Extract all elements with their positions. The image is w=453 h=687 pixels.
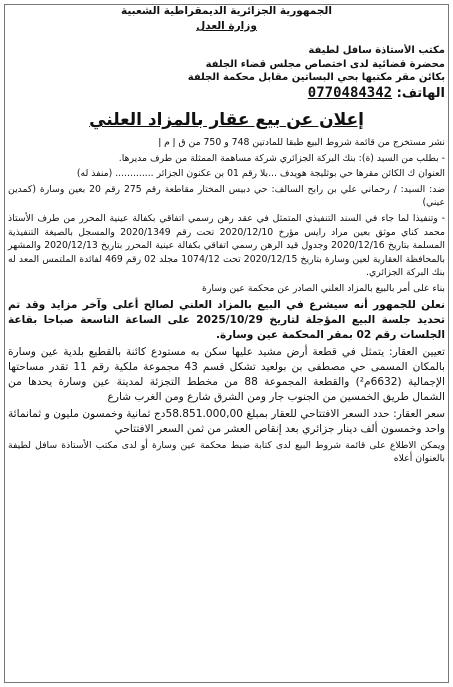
paragraph-address: العنوان ك الكائن مقرها حي بوثليجة هويدف ...بلا رقم 01 بن عكنون الجزائر ............. (منفذ له) bbox=[76, 168, 445, 180]
ministry-header bbox=[8, 4, 445, 34]
paragraph-title-deed: - وتنفيذا لما جاء في السند التنفيذي المتمثل في عقد رهن رسمي اتفاقي بكفالة عينية المحرر من طرف الأستاذ محمد كناي موثق بعين مراد رايس مؤرخ 2020/12/10 تحت رقم 2020/1349 والمسجل بالصيغة التنفيذية المسلمة بتاريخ 2020/12/16 وجدول قيد الرهن رسمي اتفاقي بكفالة عينية المحرر بتاريخ 2020/12/13 والمشهر بالمحافظة العقارية لعين وسارة بتاريخ 2020/12/15 تحت 1074/12 مجلد 02 رقم 469 لفائدة الملتمس المعد له بنك البركة الجزائري. bbox=[8, 212, 445, 279]
paragraph-court-order: بناء على أمر بالبيع بالمزاد العلني الصادر عن محكمة عين وسارة bbox=[202, 282, 445, 294]
paragraph-announcement: نعلن للجمهور أنه سيشرع في البيع بالمزاد العلني لصالح أعلى وآخر مزايد وقد تم تحديد جلسة البيع المؤجلة لتاريخ 2025/10/29 على الساعة التاسعة صباحا بقاعة الجلسات رقم 02 بمقر المحكمة عين وسارة. bbox=[8, 298, 445, 341]
ministry-name: وزارة العدل bbox=[196, 20, 257, 32]
office-line-2: محضرة قضائية لدى اختصاص مجلس قضاء الجلفة bbox=[205, 58, 445, 70]
paragraph-property: تعيين العقار: يتمثل في قطعة أرض مشيد عليها سكن به مستودع كائنة بالقطيع بلدية عين وسارة بالمكان المسمى حي مصطفى بن بولعيد تشكل قسم 43 مجموعة ملكية رقم 11 تقدر مساحتها الإجمالية (6632م²) والقطعة المجموعة 88 من مخطط التجزئة لمدينة عين وسارة يحدها من الشمال طريق الخمسين من الجنوب جار ومن الشرق شارع ومن الغرب شارع bbox=[8, 345, 445, 403]
phone-number: 0770484342 bbox=[307, 84, 393, 101]
office-phone bbox=[8, 84, 445, 101]
paragraph-requester: - بطلب من السيد (ة): بنك البركة الجزائري شركة مساهمة الممثلة من طرف مديرها. bbox=[118, 152, 445, 164]
phone-label: الهاتف: bbox=[396, 85, 445, 101]
notice-body bbox=[8, 136, 445, 466]
republic-name: الجمهورية الجزائرية الديمقراطية الشعبية bbox=[121, 5, 332, 17]
paragraph-price: سعر العقار: حدد السعر الافتتاحي للعقار بمبلغ 58.851.000,00دج ثمانية وخمسون مليون و ثمانمائة واحد وخمسون ألف دينار جزائري بعد إنقاص العشر من ثمن السعر الافتتاحي bbox=[8, 407, 445, 435]
bailiff-office-block bbox=[8, 44, 445, 100]
paragraph-consultation: ويمكن الاطلاع على قائمة شروط البيع لدى كتابة ضبط محكمة عين وسارة أو لدى مكتب الأستاذة سافل لطيفة بالعنوان أعلاه bbox=[8, 439, 445, 465]
paragraph-debtor: ضد: السيد: / رحماني علي بن رابح السالف: حي دبيس المختار مقاطعة رقم 275 رقم 20 بعين وسارة (كمدين عيني) bbox=[8, 183, 446, 209]
office-line-1: مكتب الأستاذة سافل لطيفة bbox=[308, 45, 445, 56]
office-line-3: بكائن مقر مكتبها بحي البساتين مقابل محكمة الجلفة bbox=[187, 72, 445, 83]
paragraph-extract: نشر مستخرج من قائمة شروط البيع طبقا للمادتين 748 و 750 من ق إ م إ bbox=[158, 137, 445, 148]
notice-title: إعلان عن بيع عقار بالمزاد العلني bbox=[89, 110, 364, 130]
